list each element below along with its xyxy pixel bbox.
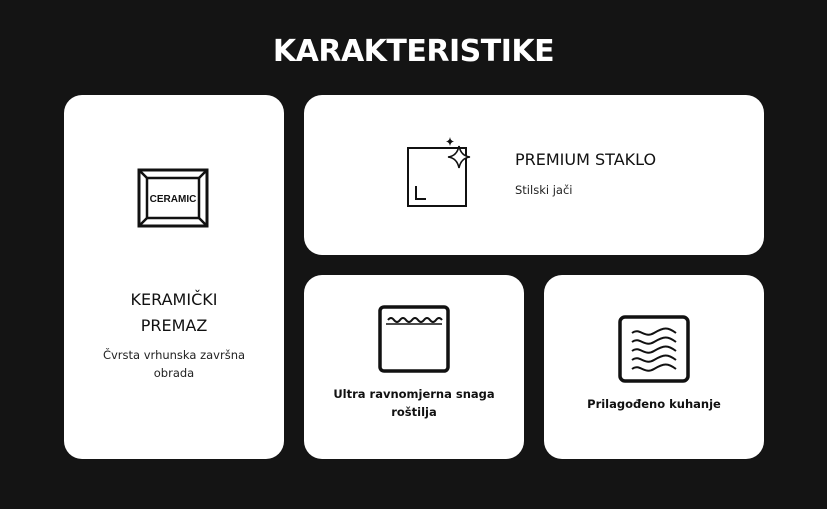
feature-desc-glass: Stilski jači [515, 183, 573, 197]
ceramic-icon-label: CERAMIC [149, 194, 197, 205]
feature-title-ceramic-line2: PREMAZ [140, 316, 208, 335]
section-title: KARAKTERISTIKE [272, 34, 555, 69]
feature-title-grill: Ultra ravnomjerna snaga roštilja [333, 387, 495, 419]
feature-title-ceramic-line1: KERAMIČKI [130, 290, 218, 309]
feature-card-ceramic [64, 95, 284, 459]
sparkling-glass-icon [404, 133, 474, 209]
feature-title-cooking: Prilagođeno kuhanje [587, 397, 721, 411]
feature-title-ceramic [64, 287, 284, 339]
feature-title-glass: PREMIUM STAKLO [515, 150, 657, 169]
feature-card-cooking [544, 275, 764, 459]
feature-desc-ceramic: Čvrsta vrhunska završna obrada [102, 348, 246, 380]
heat-waves-icon [618, 315, 690, 383]
feature-card-grill [304, 275, 524, 459]
feature-card-glass [304, 95, 764, 255]
oven-grill-icon [378, 305, 450, 373]
ceramic-icon [137, 168, 209, 228]
